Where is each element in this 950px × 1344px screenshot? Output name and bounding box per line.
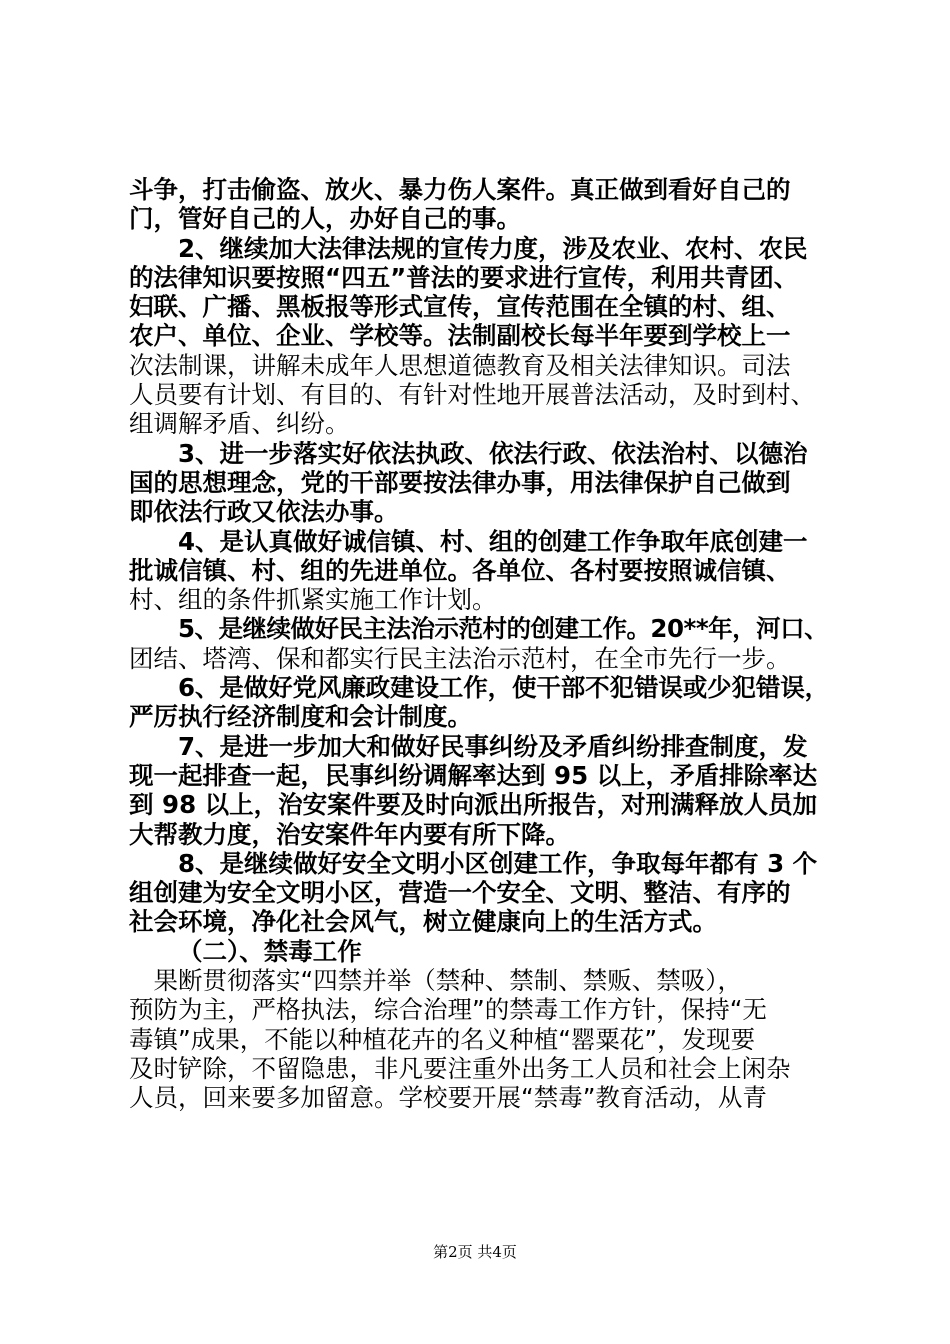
text-line: 预防为主，严格执法，综合治理”的禁毒工作方针，保持“无 xyxy=(129,995,767,1025)
text-line: 大帮教力度，治安案件年内要有所下降。 xyxy=(129,819,570,849)
text-line: 人员，回来要多加留意。学校要开展“禁毒”教育活动，从青 xyxy=(129,1083,767,1113)
text-line: 果断贯彻落实“四禁并举（禁种、禁制、禁贩、禁吸）， xyxy=(153,966,742,996)
text-line: 即依法行政又依法办事。 xyxy=(129,497,399,527)
text-line: 组创建为安全文明小区，营造一个安全、文明、整洁、有序的 xyxy=(129,878,791,908)
text-line: 7、是进一步加大和做好民事纠纷及矛盾纠纷排查制度，发 xyxy=(178,731,808,761)
text-line: 8、是继续做好安全文明小区创建工作，争取每年都有 3 个 xyxy=(178,848,818,878)
text-line: 斗争，打击偷盗、放火、暴力伤人案件。真正做到看好自己的 xyxy=(129,175,791,204)
text-line: 4、是认真做好诚信镇、村、组的创建工作争取年底创建一 xyxy=(178,526,808,556)
document-body xyxy=(129,175,829,1113)
text-line: 5、是继续做好民主法治示范村的创建工作。20**年，河口、 xyxy=(178,614,829,644)
text-line: 村、组的条件抓紧实施工作计划。 xyxy=(129,585,497,615)
text-line: 妇联、广播、黑板报等形式宣传，宣传范围在全镇的村、组、 xyxy=(129,292,791,322)
text-line: 次法制课，讲解未成年人思想道德教育及相关法律知识。司法 xyxy=(129,350,791,380)
text-line: 的法律知识要按照“四五”普法的要求进行宣传，利用共青团、 xyxy=(129,262,799,292)
text-line: 2、继续加大法律法规的宣传力度，涉及农业、农村、农民 xyxy=(178,233,808,263)
text-line: 6、是做好党风廉政建设工作，使干部不犯错误或少犯错误， xyxy=(178,673,830,703)
text-line: 组调解矛盾、纠纷。 xyxy=(129,409,350,439)
text-line: 现一起排查一起，民事纠纷调解率达到 95 以上，矛盾排除率达 xyxy=(129,760,818,790)
text-line: 农户、单位、企业、学校等。法制副校长每半年要到学校上一 xyxy=(129,321,791,351)
text-line: 团结、塔湾、保和都实行民主法治示范村，在全市先行一步。 xyxy=(129,643,791,673)
text-line: 国的思想理念，党的干部要按法律办事，用法律保护自己做到 xyxy=(129,467,791,497)
text-line: （二）、禁毒工作 xyxy=(178,936,362,966)
text-line: 社会环境，净化社会风气，树立健康向上的生活方式。 xyxy=(129,907,717,937)
text-line: 及时铲除，不留隐患，非凡要注重外出务工人员和社会上闲杂 xyxy=(129,1053,791,1083)
text-line: 人员要有计划、有目的、有针对性地开展普法活动，及时到村、 xyxy=(129,380,815,410)
text-line: 到 98 以上，治安案件要及时向派出所报告，对刑满释放人员加 xyxy=(129,790,818,820)
page-footer: 第2页 共4页 xyxy=(433,1243,517,1261)
text-line: 3、进一步落实好依法执政、依法行政、依法治村、以德治 xyxy=(178,438,808,468)
text-line: 严厉执行经济制度和会计制度。 xyxy=(129,702,472,732)
text-line: 批诚信镇、村、组的先进单位。各单位、各村要按照诚信镇、 xyxy=(129,555,791,585)
text-line: 毒镇”成果，不能以种植花卉的名义种植“罂粟花”，发现要 xyxy=(129,1024,756,1054)
text-line: 门，管好自己的人，办好自己的事。 xyxy=(129,204,521,234)
